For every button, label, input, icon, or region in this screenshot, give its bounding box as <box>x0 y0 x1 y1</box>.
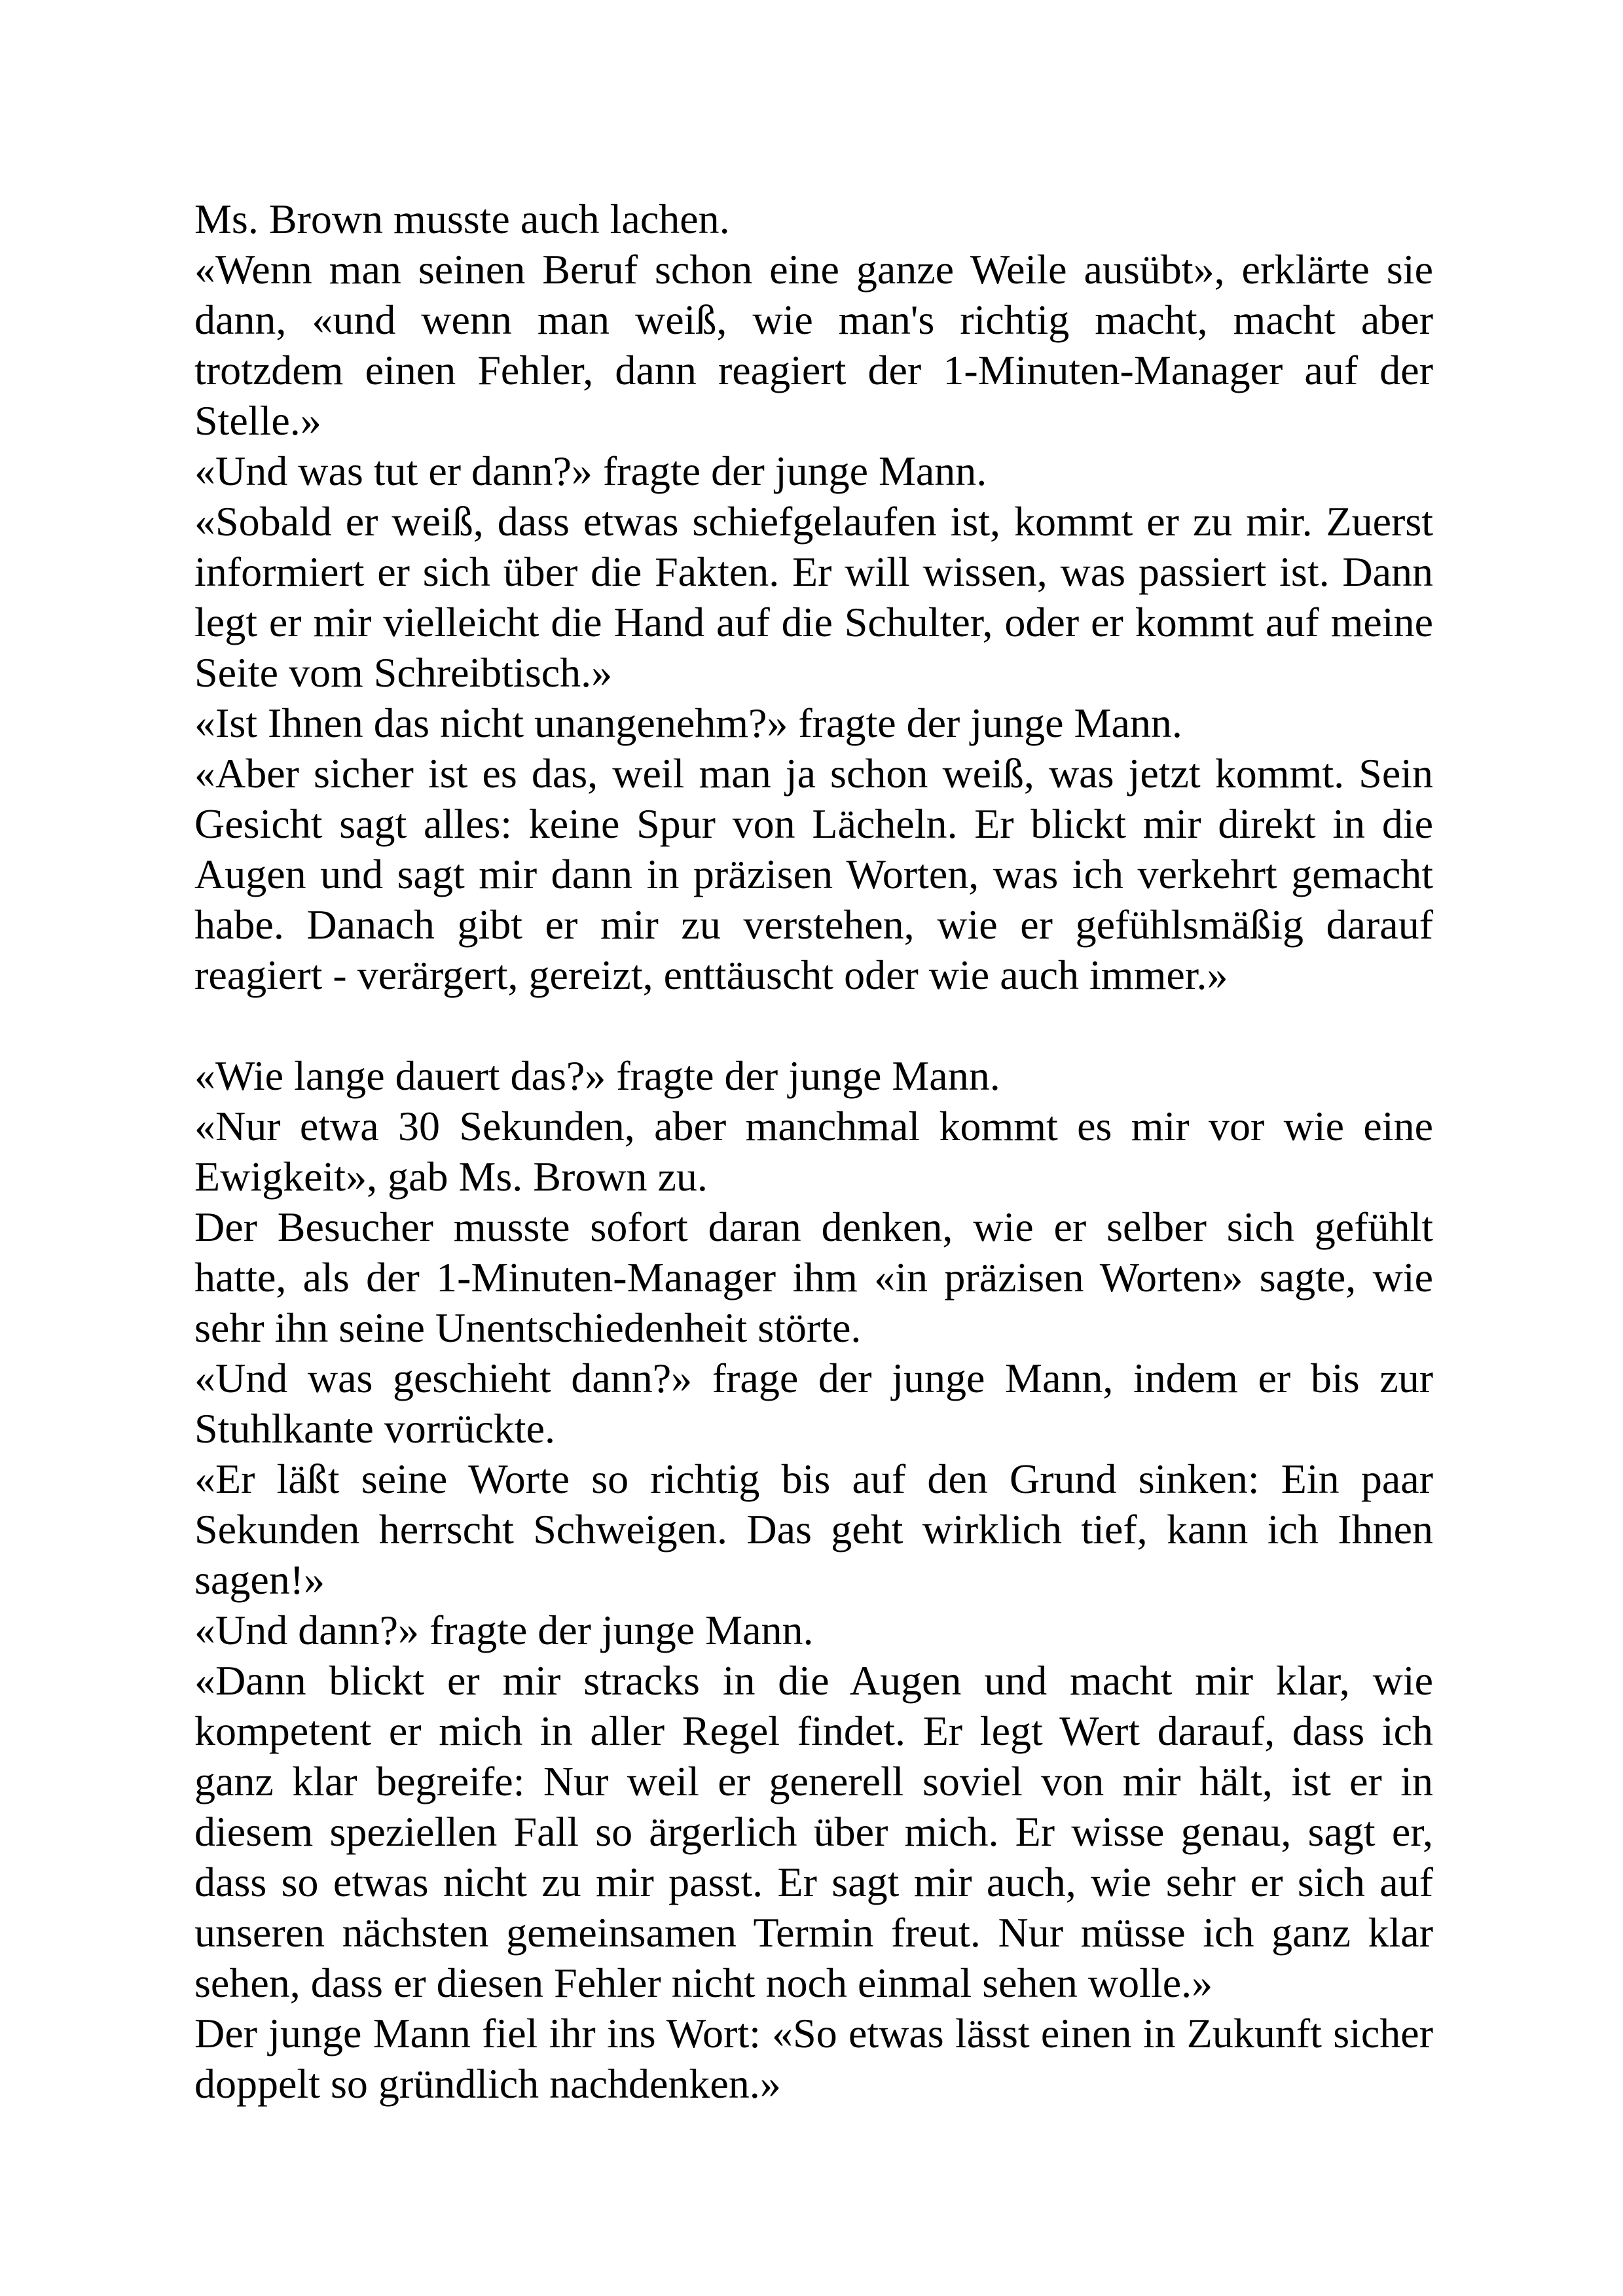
paragraph-6: «Aber sicher ist es das, weil man ja schon weiß, was jetzt kommt. Sein Gesicht sagt alles: keine Spur von Lächeln. Er blickt mir direkt in die Augen und sagt mir dann in präzisen Worten, was ich verkehrt gemacht habe. Danach gibt er mir zu verstehen, wie er gefühlsmäßig darauf reagiert - verärgert, gereizt, enttäuscht oder wie auch immer.» <box>194 750 1433 998</box>
body-text <box>194 194 1433 2109</box>
paragraph-10: «Und was geschieht dann?» frage der junge Mann, indem er bis zur Stuhlkante vorrückte. <box>194 1355 1433 1452</box>
paragraph-4: «Sobald er weiß, dass etwas schiefgelaufen ist, kommt er zu mir. Zuerst informiert er sich über die Fakten. Er will wissen, was passiert ist. Dann legt er mir vielleicht die Hand auf die Schulter, oder er kommt auf meine Seite vom Schreibtisch.» <box>194 498 1433 696</box>
paragraph-13: «Dann blickt er mir stracks in die Augen und macht mir klar, wie kompetent er mich in aller Regel findet. Er legt Wert darauf, dass ich ganz klar begreife: Nur weil er generell soviel von mir hält, ist er in diesem speziellen Fall so ärgerlich über mich. Er wisse genau, sagt er, dass so etwas nicht zu mir passt. Er sagt mir auch, wie sehr er sich auf unseren nächsten gemeinsamen Termin freut. Nur müsse ich ganz klar sehen, dass er diesen Fehler nicht noch einmal sehen wolle.» <box>194 1657 1433 2006</box>
paragraph-5: «Ist Ihnen das nicht unangenehm?» fragte der junge Mann. <box>194 700 1182 746</box>
paragraph-12: «Und dann?» fragte der junge Mann. <box>194 1607 814 1653</box>
paragraph-14: Der junge Mann fiel ihr ins Wort: «So etwas lässt einen in Zukunft sicher doppelt so gründlich nachdenken.» <box>194 2010 1433 2107</box>
paragraph-8: «Nur etwa 30 Sekunden, aber manchmal kommt es mir vor wie eine Ewigkeit», gab Ms. Brown zu. <box>194 1103 1433 1200</box>
paragraph-11: «Er läßt seine Worte so richtig bis auf den Grund sinken: Ein paar Sekunden herrscht Schweigen. Das geht wirklich tief, kann ich Ihnen sagen!» <box>194 1456 1433 1603</box>
paragraph-2: «Wenn man seinen Beruf schon eine ganze Weile ausübt», erklärte sie dann, «und wenn man weiß, wie man's richtig macht, macht aber trotzdem einen Fehler, dann reagiert der 1-Minuten-Manager auf der Stelle.» <box>194 246 1433 444</box>
paragraph-1: Ms. Brown musste auch lachen. <box>194 196 730 242</box>
paragraph-9: Der Besucher musste sofort daran denken, wie er selber sich gefühlt hatte, als der 1-Minuten-Manager ihm «in präzisen Worten» sagte, wie sehr ihn seine Unentschiedenheit störte. <box>194 1204 1433 1351</box>
paragraph-7: «Wie lange dauert das?» fragte der junge Mann. <box>194 1052 1000 1099</box>
paragraph-3: «Und was tut er dann?» fragte der junge Mann. <box>194 448 987 494</box>
